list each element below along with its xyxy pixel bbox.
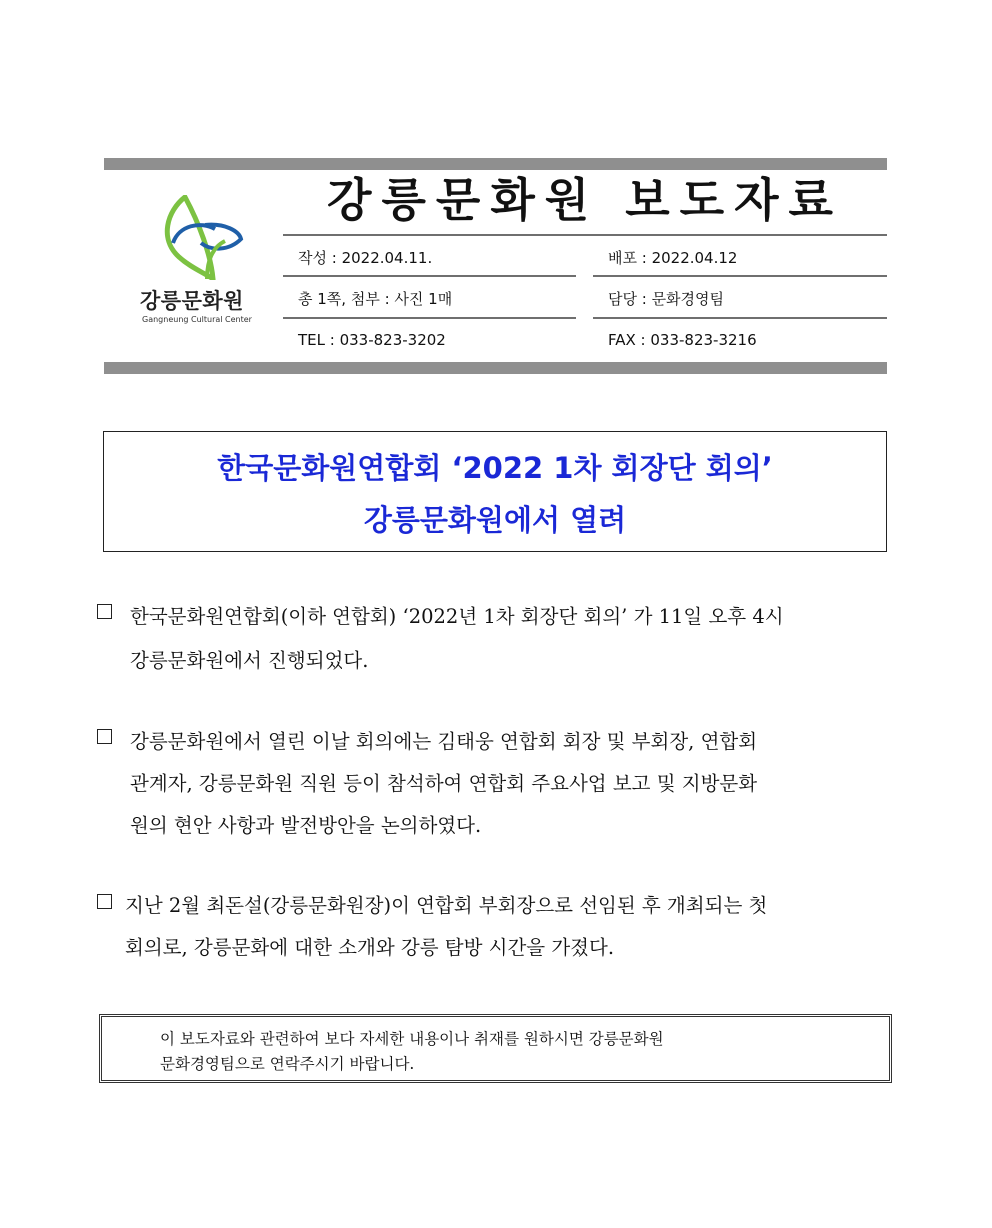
divider [593,317,887,319]
contact-note-box [99,1014,892,1083]
bullet-checkbox [97,729,112,744]
paragraph-2-line-3: 원의 현안 사항과 발전방안을 논의하였다. [130,814,482,837]
note-line-2: 문화경영팀으로 연락주시기 바랍니다. [160,1055,415,1073]
written-date: 작성 : 2022.04.11. [298,249,433,267]
headline-line-1: 한국문화원연합회 ‘2022 1차 회장단 회의’ [217,451,773,485]
tel-number: TEL : 033-823-3202 [298,331,446,349]
leaf-logo-icon [155,195,245,280]
paragraph-1-line-1: 한국문화원연합회(이하 연합회) ‘2022년 1차 회장단 회의’ 가 11일 오후 4시 [130,605,784,628]
logo [130,195,270,330]
divider [593,275,887,277]
paragraph-3-line-2: 회의로, 강릉문화에 대한 소개와 강릉 탐방 시간을 가졌다. [125,936,615,959]
bullet-checkbox [97,894,112,909]
logo-name: 강릉문화원 [140,289,244,313]
paragraph-2-line-1: 강릉문화원에서 열린 이날 회의에는 김태웅 연합회 회장 및 부회장, 연합회 [130,730,758,753]
paragraph-2-line-2: 관계자, 강릉문화원 직원 등이 참석하여 연합회 주요사업 보고 및 지방문화 [130,772,758,795]
paragraph-1-line-2: 강릉문화원에서 진행되었다. [130,649,369,672]
fax-number: FAX : 033-823-3216 [608,331,757,349]
headline-box [103,431,887,552]
page-count: 총 1쪽, 첨부 : 사진 1매 [298,290,453,308]
bullet-checkbox [97,604,112,619]
page-title: 강릉문화원 보도자료 [327,173,843,227]
header-bottom-bar [104,362,887,374]
divider [283,275,576,277]
note-line-1: 이 보도자료와 관련하여 보다 자세한 내용이나 취재를 원하시면 강릉문화원 [160,1030,664,1048]
logo-subtitle: Gangneung Cultural Center [142,315,252,324]
distribution-date: 배포 : 2022.04.12 [608,249,738,267]
contact-team: 담당 : 문화경영팀 [608,290,725,308]
divider [283,234,887,236]
headline-line-2: 강릉문화원에서 열려 [363,503,627,537]
paragraph-3-line-1: 지난 2월 최돈설(강릉문화원장)이 연합회 부회장으로 선임된 후 개최되는 첫 [125,894,768,917]
divider [283,317,576,319]
header-top-bar [104,158,887,170]
